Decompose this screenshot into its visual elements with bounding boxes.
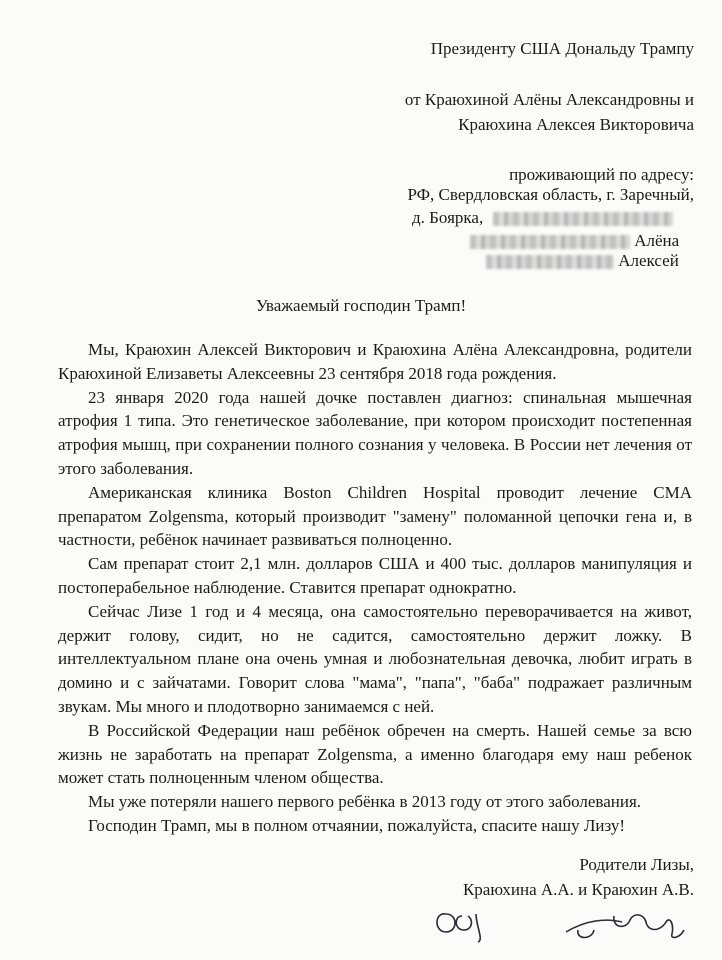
contact-line-1 (470, 230, 679, 252)
contact-name-2: Алексей (618, 251, 679, 270)
letter-body (58, 338, 692, 838)
address-line-1: РФ, Свердловская область, г. Заречный, (407, 185, 694, 204)
sender-line-2: Краюхина Алексея Викторовича (458, 115, 694, 134)
handwritten-signature-1 (432, 896, 502, 946)
greeting: Уважаемый господин Трамп! (255, 296, 467, 315)
redacted-contact-1 (470, 235, 630, 249)
addressee: Президенту США Дональду Трампу (430, 39, 694, 58)
paragraph: Сам препарат стоит 2,1 млн. долларов США и 400 тыс. долларов манипуляция и постоперабельное наблюдение. Ставится препарат однократно. (58, 554, 692, 597)
paragraph: 23 января 2020 года нашей дочке поставлен диагноз: спинальная мышечная атрофия 1 типа. Это генетическое заболевание, при котором происходит постепенная атрофия мышц, при сохранении полного сознания у человека. В России нет лечения от этого заболевания. (58, 387, 692, 478)
address-village: д. Боярка, (412, 208, 484, 227)
paragraph: Мы, Краюхин Алексей Викторович и Краюхина Алёна Александровна, родители Краюхиной Елизаветы Алексеевны 23 сентября 2018 года рождения. (58, 340, 692, 383)
handwritten-signature-2 (556, 900, 706, 950)
signature-line-1: Родители Лизы, (579, 855, 694, 874)
paragraph: Американская клиника Boston Children Hospital проводит лечение СМА препаратом Zolgensma, который производит "замену" поломанной цепочки гена и, в частности, ребёнок начинает развиваться полноценно. (58, 482, 692, 550)
signature-line-2: Краюхина А.А. и Краюхин А.В. (462, 880, 694, 899)
paragraph: В Российской Федерации наш ребёнок обречен на смерть. Нашей семье за всю жизнь не заработать на препарат Zolgensma, а именно благодаря ему наш ребенок может стать полноценным членом общества. (58, 720, 692, 788)
paragraph: Господин Трамп, мы в полном отчаянии, пожалуйста, спасите нашу Лизу! (88, 815, 626, 835)
paragraph: Сейчас Лизе 1 год и 4 месяца, она самостоятельно переворачивается на живот, держит голову, сидит, но не садится, самостоятельно держит ложку. В интеллектуальном плане она очень умная и любознательная девочка, любит играть в домино и с зайчатами. Говорит слова "мама", "папа", "баба" подражает различным звукам. Мы много и плодотворно занимаемся с ней. (58, 601, 692, 716)
address-label: проживающий по адресу: (509, 165, 694, 184)
redacted-address (493, 212, 673, 226)
contact-line-2 (486, 250, 679, 272)
sender-line-1: от Краюхиной Алёны Александровны и (404, 90, 694, 109)
address-line-2 (412, 207, 673, 229)
paragraph: Мы уже потеряли нашего первого ребёнка в 2013 году от этого заболевания. (88, 792, 642, 812)
redacted-contact-2 (486, 255, 614, 269)
contact-name-1: Алёна (634, 231, 680, 250)
